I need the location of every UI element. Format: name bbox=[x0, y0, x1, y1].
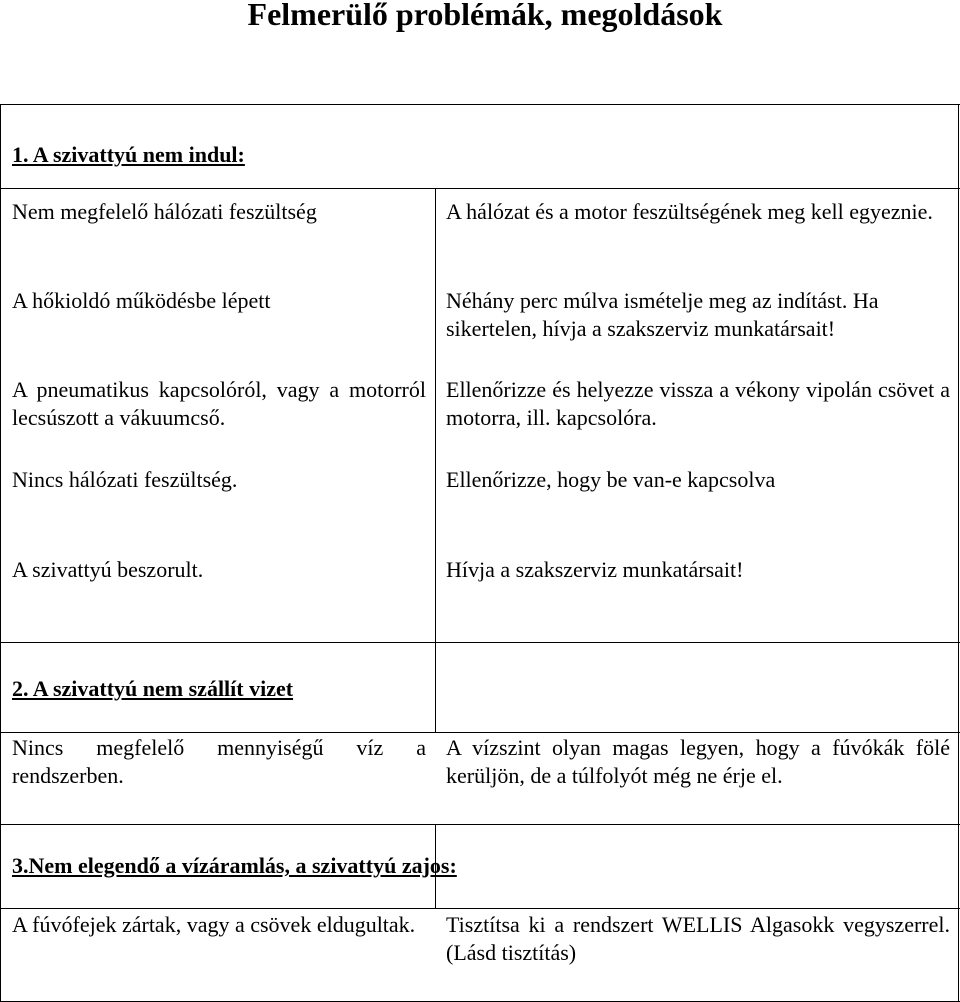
solution-cell: A vízszint olyan magas legyen, hogy a fúvókák fölé kerüljön, de a túlfolyót még ne érje el. bbox=[446, 735, 950, 788]
problem-cell: Nincs hálózati feszültség. bbox=[12, 467, 238, 492]
solution-cell: Hívja a szakszerviz munkatársait! bbox=[446, 557, 744, 582]
problem-cell: A hőkioldó működésbe lépett bbox=[12, 288, 271, 313]
table-top-border bbox=[0, 104, 960, 105]
section-heading-3: 3.Nem elegendő a vízáramlás, a szivattyú zajos: bbox=[12, 853, 457, 878]
table-left-border bbox=[0, 104, 1, 1002]
row-divider bbox=[0, 642, 960, 643]
problem-cell: Nem megfelelő hálózati feszültség bbox=[12, 199, 317, 224]
row-divider bbox=[0, 188, 960, 189]
column-divider bbox=[435, 188, 436, 642]
solution-cell: Ellenőrizze, hogy be van-e kapcsolva bbox=[446, 467, 776, 492]
section-heading-1: 1. A szivattyú nem indul: bbox=[12, 142, 245, 167]
row-divider bbox=[0, 908, 960, 909]
problem-cell: Nincs megfelelő mennyiségű víz a rendszerben. bbox=[12, 735, 426, 788]
section-heading-2: 2. A szivattyú nem szállít vizet bbox=[12, 676, 294, 701]
table-right-border bbox=[958, 104, 959, 1002]
solution-cell: Tisztítsa ki a rendszert WELLIS Algasokk vegyszerrel. (Lásd tisztítás) bbox=[446, 912, 950, 965]
row-divider bbox=[0, 824, 960, 825]
page-title: Felmerülő problémák, megoldások bbox=[247, 0, 723, 32]
column-divider bbox=[435, 642, 436, 732]
problem-cell: A szivattyú beszorult. bbox=[12, 557, 204, 582]
problem-cell: A pneumatikus kapcsolóról, vagy a motorról lecsúszott a vákuumcső. bbox=[12, 377, 426, 430]
row-divider bbox=[0, 732, 960, 733]
solution-cell: Néhány perc múlva ismételje meg az indítást. Ha sikertelen, hívja a szakszerviz munkatársait! bbox=[446, 288, 879, 341]
problem-cell: A fúvófejek zártak, vagy a csövek eldugultak. bbox=[12, 912, 416, 937]
solution-cell: A hálózat és a motor feszültségének meg kell egyeznie. bbox=[446, 199, 933, 224]
solution-cell: Ellenőrizze és helyezze vissza a vékony vipolán csövet a motorra, ill. kapcsolóra. bbox=[446, 377, 950, 430]
